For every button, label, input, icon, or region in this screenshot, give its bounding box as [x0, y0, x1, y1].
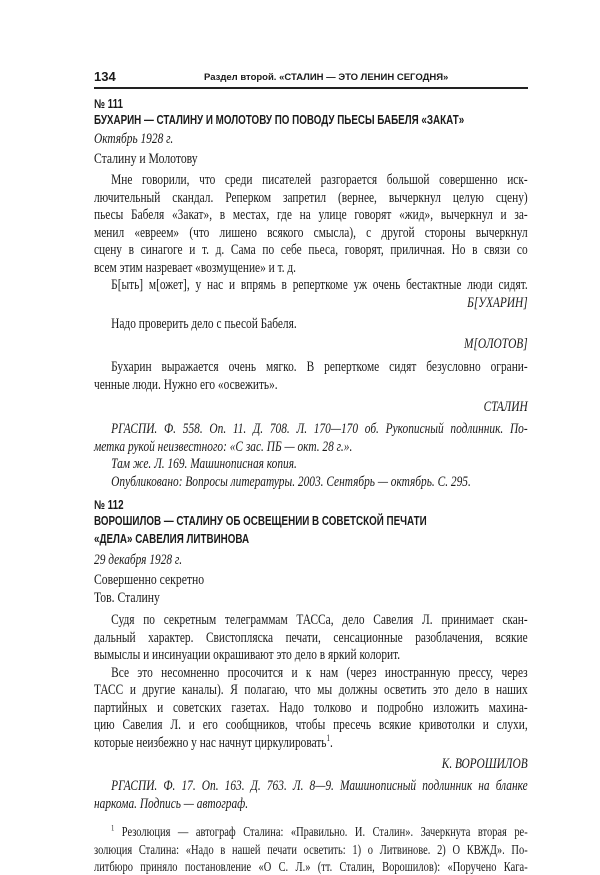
text-line-end: . [330, 734, 333, 751]
signature-bukharin: Б[УХАРИН] [467, 295, 528, 311]
addressee: Тов. Сталину [94, 590, 160, 606]
text-line: вымыслы и инсинуации окрашивают это дело в яркий колорит. [94, 647, 401, 663]
resolution-molotov: Надо проверить дело с пьесой Бабеля. [111, 316, 297, 332]
signature-voroshilov: К. ВОРОШИЛОВ [441, 756, 528, 772]
text-line-body: которые неизбежно у нас начнут циркулировать [94, 734, 327, 751]
text-line: ТАСС и другие каналы). Я полагаю, что мы должны осветить это дело в наших [94, 682, 528, 698]
signature-stalin: СТАЛИН [483, 399, 528, 415]
source-line: метка рукой неизвестного: «С зас. ПБ — окт. 28 г.». [94, 438, 353, 455]
text-line: менил «евреем» (что лишено всякого смысла), с другой стороны вычеркнул [94, 224, 528, 241]
text-line: дальный характер. Свистопляска печати, сенсационные разоблачения, всякие [94, 629, 528, 646]
text-line: Мне говорили, что среди писателей разгорается большой совершенно иск- [111, 172, 528, 188]
page-number: 134 [94, 69, 116, 84]
text-line: всем этим назревает «возмущение» и т. д. [94, 259, 297, 276]
footnote-text: Резолюция — автограф Сталина: «Правильно. И. Сталин». Зачеркнута вторая ре- [114, 824, 528, 839]
running-title: Раздел второй. «СТАЛИН — ЭТО ЛЕНИН СЕГОДНЯ» [204, 72, 449, 83]
running-header [94, 69, 528, 85]
text-line: пьесы Бабеля «Закат», в местах, где на улице говорят «жид», вычеркнул и за- [94, 207, 528, 223]
text-line: сцену в синагоге и т. д. Сама по себе пьеса, говорят, приличная. Но в связи со [94, 242, 528, 258]
doc-number: № 111 [94, 97, 123, 111]
source-line: Там же. Л. 169. Машинописная копия. [111, 456, 297, 472]
text-line: лючительный скандал. Реперком запретил (вернее, вычеркнул целую сцену) [94, 189, 528, 206]
text-line: Судя по секретным телеграммам ТАССа, дело Савелия Л. принимает скан- [111, 612, 528, 628]
doc-title: ВОРОШИЛОВ — СТАЛИНУ ОБ ОСВЕЩЕНИИ В СОВЕТСКОЙ ПЕЧАТИ [94, 514, 427, 528]
text-line: Б[ыть] м[ожет], у нас и впрямь в реперткоме уж очень бестактные люди сидят. [111, 277, 528, 293]
text-line: цию Савелия Л. и его сообщников, чтобы пресечь всякие кривотолки и слухи, [94, 717, 528, 733]
source-line: Опубликовано: Вопросы литературы. 2003. Сентябрь — октябрь. С. 295. [111, 473, 471, 490]
addressee: Сталину и Молотову [94, 151, 198, 167]
source-line: РГАСПИ. Ф. 17. Оп. 163. Д. 763. Л. 8—9. Машинописный подлинник на бланке [111, 778, 528, 794]
doc-title: БУХАРИН — СТАЛИНУ И МОЛОТОВУ ПО ПОВОДУ ПЬЕСЫ БАБЕЛЯ «ЗАКАТ» [94, 113, 465, 127]
source-line: наркома. Подпись — автограф. [94, 795, 249, 812]
text-line: Все это несомненно просочится и к нам (через иностранную прессу, через [111, 664, 528, 681]
doc-number: № 112 [94, 498, 124, 512]
secrecy-label: Совершенно секретно [94, 572, 205, 588]
footnote-ref: 1 [326, 732, 331, 743]
text-line: партийных и советских газетах. Надо толково и подробно изложить махина- [94, 699, 528, 716]
doc-date: Октябрь 1928 г. [94, 131, 174, 147]
footnote-line: литбюро приняло постановление «О С. Л.» (тт. Сталин, Ворошилов): «Поручено Кага- [94, 859, 528, 874]
footnote-marker: 1 [111, 823, 115, 833]
footnote-line [94, 823, 528, 840]
doc-title: «ДЕЛА» САВЕЛИЯ ЛИТВИНОВА [94, 532, 250, 546]
doc-date: 29 декабря 1928 г. [94, 552, 183, 568]
header-rule [94, 87, 528, 89]
text-line: ченные люди. Нужно его «освежить». [94, 376, 278, 393]
signature-molotov: М[ОЛОТОВ] [463, 336, 528, 352]
text-line [94, 732, 528, 752]
footnote-line: золюция Сталина: «Надо в нашей печати осветить: 1) о Литвинове. 2) О КВЖД». По- [94, 841, 528, 857]
text-line: Бухарин выражается очень мягко. В реперткоме сидят безусловно ограни- [111, 359, 528, 375]
source-line: РГАСПИ. Ф. 558. Оп. 11. Д. 708. Л. 170—170 об. Рукописный подлинник. По- [111, 421, 528, 437]
